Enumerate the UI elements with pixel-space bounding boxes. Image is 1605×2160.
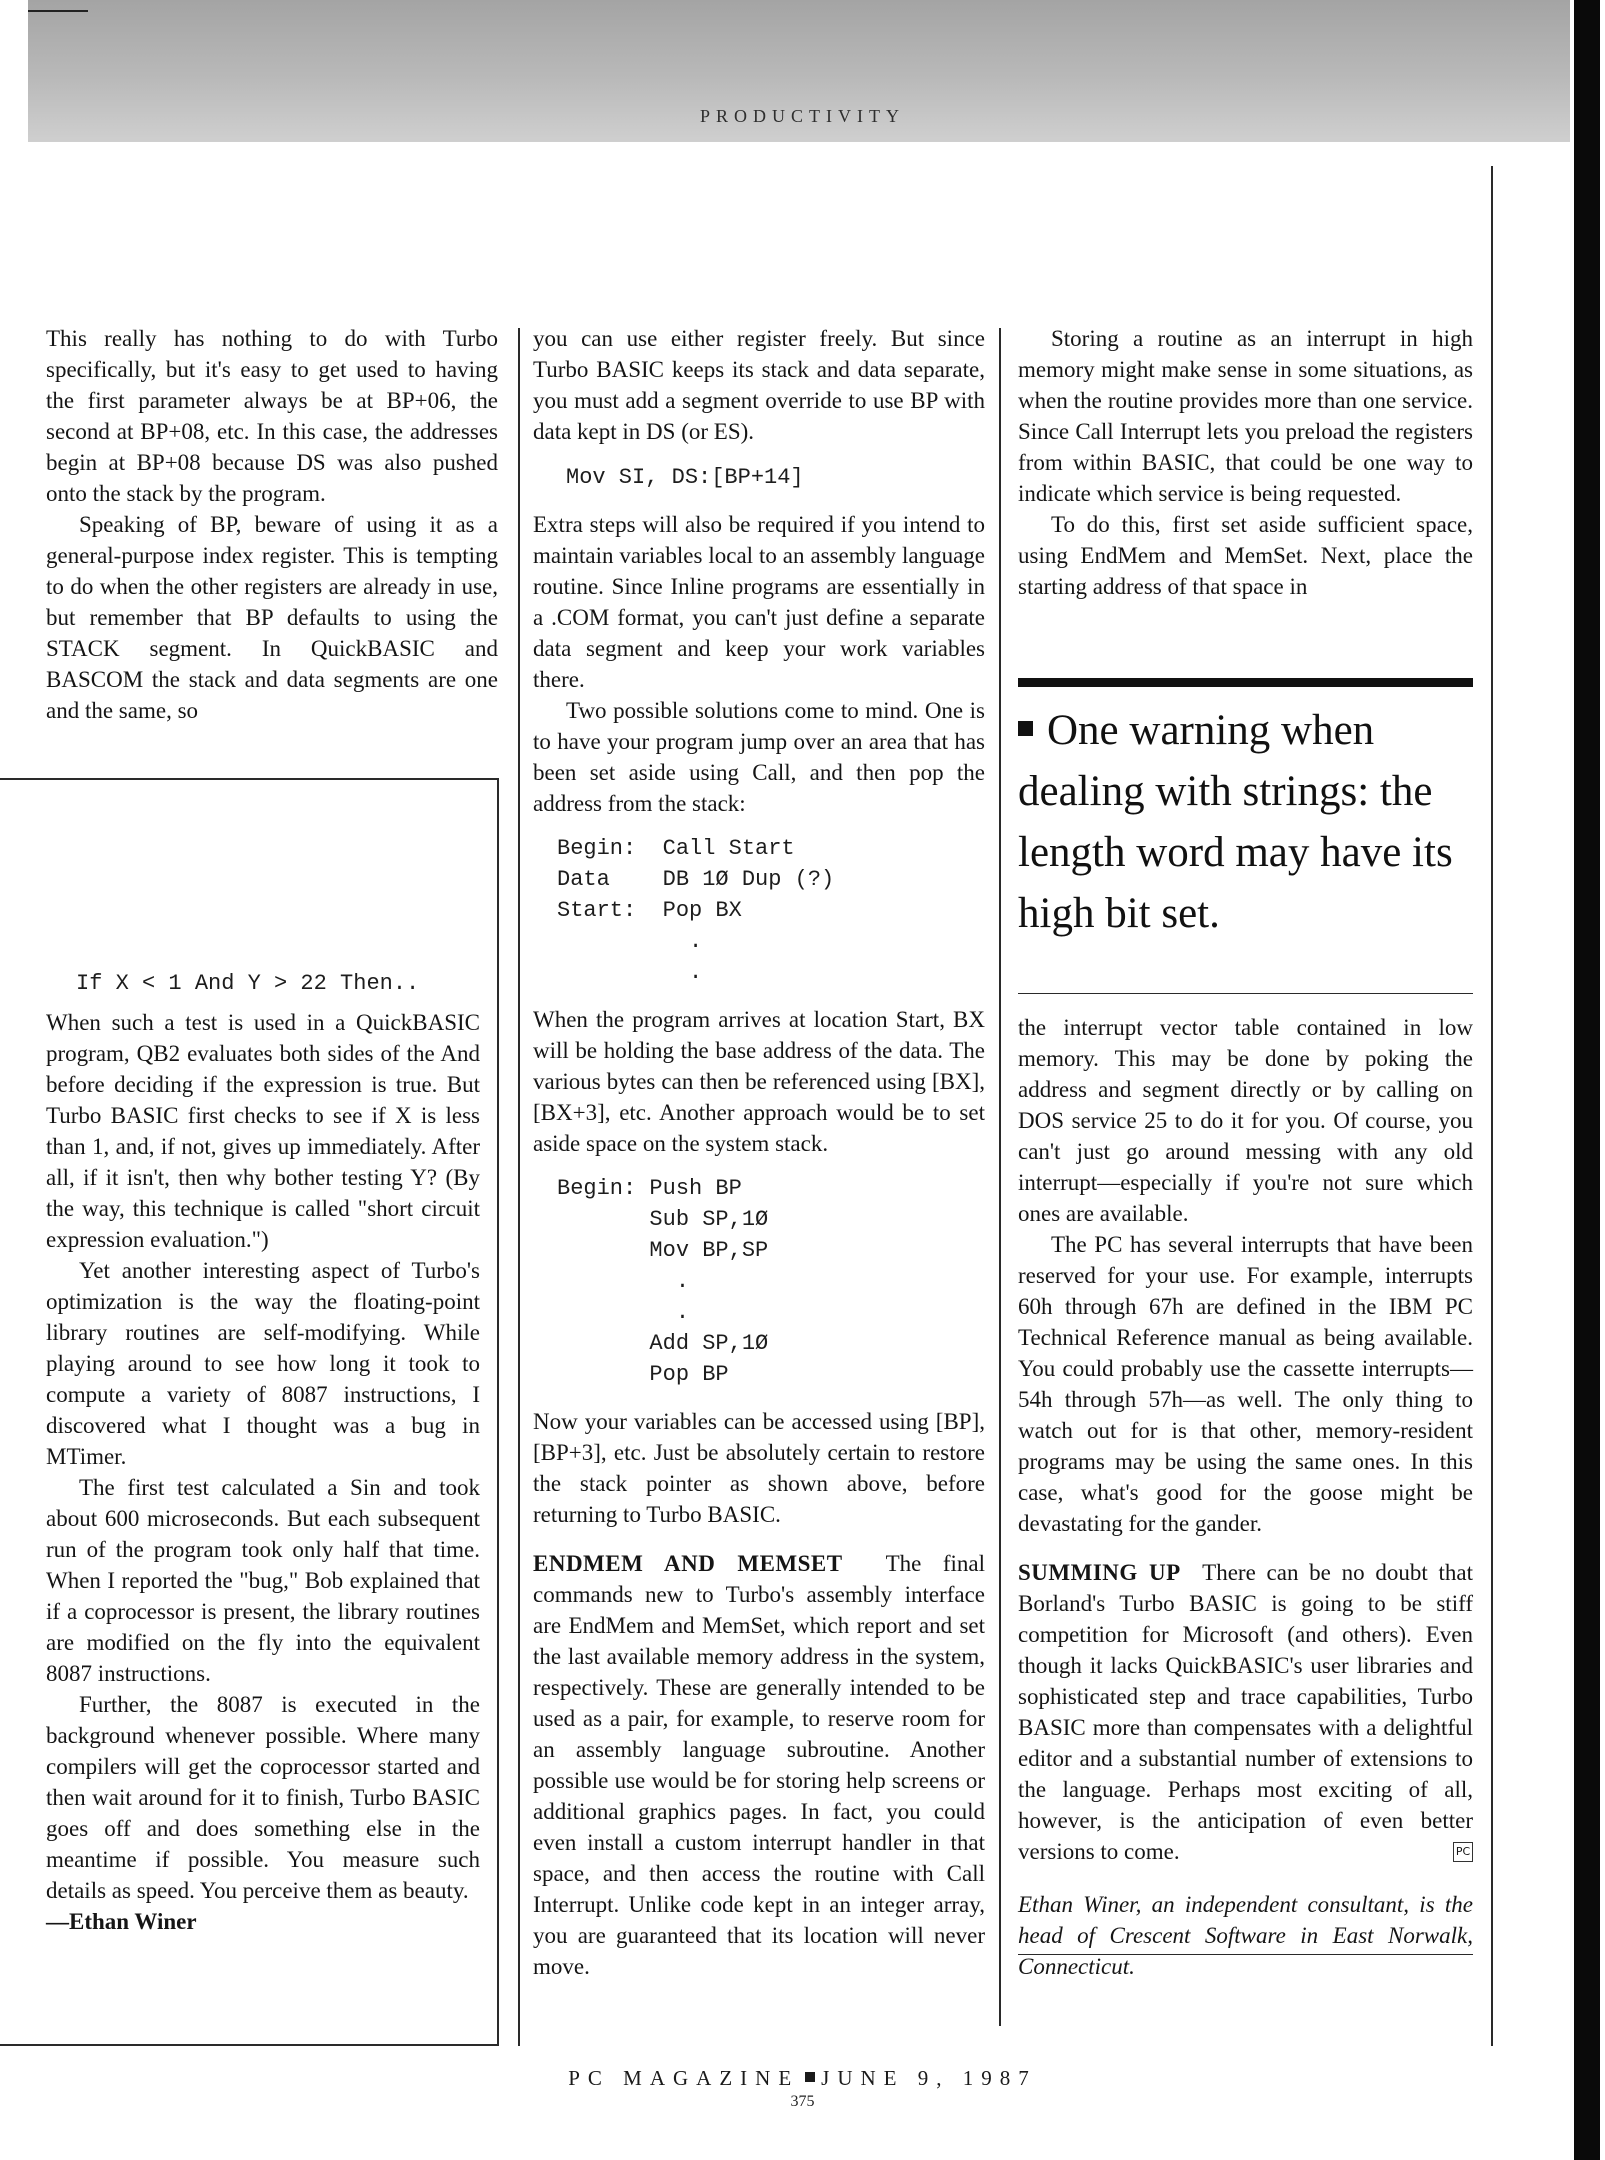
- paragraph: To do this, first set aside sufficient space, using EndMem and MemSet. Next, place the starting address of that space in: [1018, 512, 1473, 599]
- pull-quote: [1018, 700, 1468, 944]
- right-column-top: [1018, 323, 1473, 602]
- endmem-paragraph: [533, 1548, 985, 1982]
- left-column-top: [46, 323, 498, 726]
- sidebar-top-rule: [0, 778, 499, 780]
- pull-quote-top-rule: [1018, 678, 1473, 687]
- signature: —Ethan Winer: [46, 1909, 197, 1934]
- section-heading: SUMMING UP: [1018, 1560, 1181, 1585]
- paragraph: Two possible solutions come to mind. One is to have your program jump over an area that has been set aside using Call, and then pop the address from the stack:: [533, 698, 985, 816]
- paragraph: The first test calculated a Sin and took about 600 microseconds. But each subsequent run of the program took only half that time. When I reported the "bug," Bob explained that if a coprocessor is present, the library routines are modified on the fly into the equivalent 8087 instructions.: [46, 1475, 480, 1686]
- pull-quote-text: One warning when dealing with strings: the length word may have its high bit set.: [1018, 707, 1453, 937]
- sidebar-bottom-rule: [0, 2044, 499, 2046]
- magazine-name: PC MAGAZINE: [568, 2066, 800, 2090]
- paragraph: When such a test is used in a QuickBASIC program, QB2 evaluates both sides of the And before deciding if the expression is true. But Turbo BASIC first checks to see if X is less than 1, and, if not, gives up immediately. After all, if it isn't, then why bother testing Y? (By the way, this technique is called "short circuit expression evaluation."): [46, 1010, 480, 1252]
- pull-quote-bottom-rule: [1018, 993, 1473, 994]
- paragraph: you can use either register freely. But since Turbo BASIC keeps its stack and data separate, you must add a segment override to use BP with data kept in DS (or ES).: [533, 326, 985, 444]
- corner-tick: [28, 10, 88, 12]
- column-rule-1: [518, 328, 520, 2046]
- page-edge: [1574, 0, 1600, 2160]
- section-label: PRODUCTIVITY: [700, 106, 905, 126]
- square-separator-icon: [805, 2072, 815, 2082]
- page-number: 375: [790, 2093, 815, 2110]
- page-footer: [0, 2066, 1605, 2091]
- paragraph-text: There can be no doubt that Borland's Turbo BASIC is going to be stiff competition for Microsoft (and others). Even though it lacks QuickBASIC's user libraries and sophisticated step and trace capabilities, Turbo BASIC more than compensates with a delightful editor and a substantial number of extensions to the language. Perhaps most exciting of all, however, is the anticipation of even better versions to come.: [1018, 1560, 1473, 1864]
- paragraph: Speaking of BP, beware of using it as a general-purpose index register. This is tempting to do when the other registers are already in use, but remember that BP defaults to using the STACK segment. In QuickBASIC and BASCOM the stack and data segments are one and the same, so: [46, 512, 498, 723]
- code-snippet: If X < 1 And Y > 22 Then..: [76, 971, 420, 996]
- code-snippet: Begin: Call Start Data DB 1Ø Dup (?) Start: Pop BX . .: [557, 836, 835, 985]
- paragraph: When the program arrives at location Start, BX will be holding the base address of the data. The various bytes can then be referenced using [BX], [BX+3], etc. Another approach would be to set aside space on the system stack.: [533, 1007, 985, 1156]
- paragraph-text: The final commands new to Turbo's assembly interface are EndMem and MemSet, which report and set the last available memory address in the system, respectively. These are generally intended to be used as a pair, for example, to reserve room for an assembly language subroutine. Another possible use would be for storing help screens or additional graphics pages. In fact, you could even install a custom interrupt handler in that space, and then access the routine with Call Interrupt. Unlike code kept in an integer array, you are guaranteed that its location will never move.: [533, 1551, 986, 1979]
- paragraph: Yet another interesting aspect of Turbo's optimization is the way the floating-point library routines are self-modifying. While playing around to see how long it took to compute a variety of 8087 instructions, I discovered what I thought was a bug in MTimer.: [46, 1258, 480, 1469]
- paragraph: This really has nothing to do with Turbo specifically, but it's easy to get used to having the first parameter always be at BP+06, the second at BP+08, etc. In this case, the addresses begin at BP+08 because DS was also pushed onto the stack by the program.: [46, 326, 498, 506]
- left-column-sidebar: [46, 968, 480, 1937]
- square-bullet-icon: [1018, 721, 1033, 736]
- issue-date: JUNE 9, 1987: [821, 2066, 1037, 2090]
- summing-paragraph: [1018, 1557, 1473, 1867]
- right-column-bottom: [1018, 1012, 1473, 1982]
- paragraph: The PC has several interrupts that have been reserved for your use. For example, interrupts 60h through 67h are defined in the IBM PC Technical Reference manual as being available. You could probably use the cassette interrupts—54h through 57h—as well. The only thing to watch out for is that other, memory-resident programs may be using the same ones. In this case, what's good for the goose might be devastating for the gander.: [1018, 1232, 1473, 1536]
- column-rule-3: [1491, 166, 1493, 2046]
- section-heading: ENDMEM AND MEMSET: [533, 1551, 843, 1576]
- sidebar-side-rule: [497, 778, 499, 2046]
- paragraph: the interrupt vector table contained in low memory. This may be done by poking the address and segment directly or by calling on DOS service 25 to do it for you. Of course, you can't just go around messing with any old interrupt—especially if you're not sure which ones are available.: [1018, 1015, 1473, 1226]
- end-mark-icon: PC: [1453, 1842, 1473, 1862]
- code-snippet: Mov SI, DS:[BP+14]: [566, 465, 804, 490]
- column-rule-2: [999, 328, 1001, 2026]
- paragraph: Further, the 8087 is executed in the background whenever possible. Where many compilers will get the coprocessor started and then wait around for it to finish, Turbo BASIC goes off and does something else in the meantime if possible. You measure such details as speed. You perceive them as beauty.: [46, 1692, 480, 1903]
- author-bio: Ethan Winer, an independent consultant, is the head of Crescent Software in East Norwalk, Connecticut.: [1018, 1892, 1473, 1979]
- paragraph: Storing a routine as an interrupt in high memory might make sense in some situations, as when the routine provides more than one service. Since Call Interrupt lets you preload the registers from within BASIC, that could be one way to indicate which service is being requested.: [1018, 326, 1473, 506]
- middle-column: [533, 323, 985, 1982]
- paragraph: Now your variables can be accessed using [BP], [BP+3], etc. Just be absolutely certain to restore the stack pointer as shown above, before returning to Turbo BASIC.: [533, 1409, 985, 1527]
- code-snippet: Begin: Push BP Sub SP,1Ø Mov BP,SP . . Add SP,1Ø Pop BP: [557, 1176, 769, 1387]
- paragraph: Extra steps will also be required if you intend to maintain variables local to an assembly language routine. Since Inline programs are essentially in a .COM format, you can't just define a separate data segment and keep your work variables there.: [533, 512, 985, 692]
